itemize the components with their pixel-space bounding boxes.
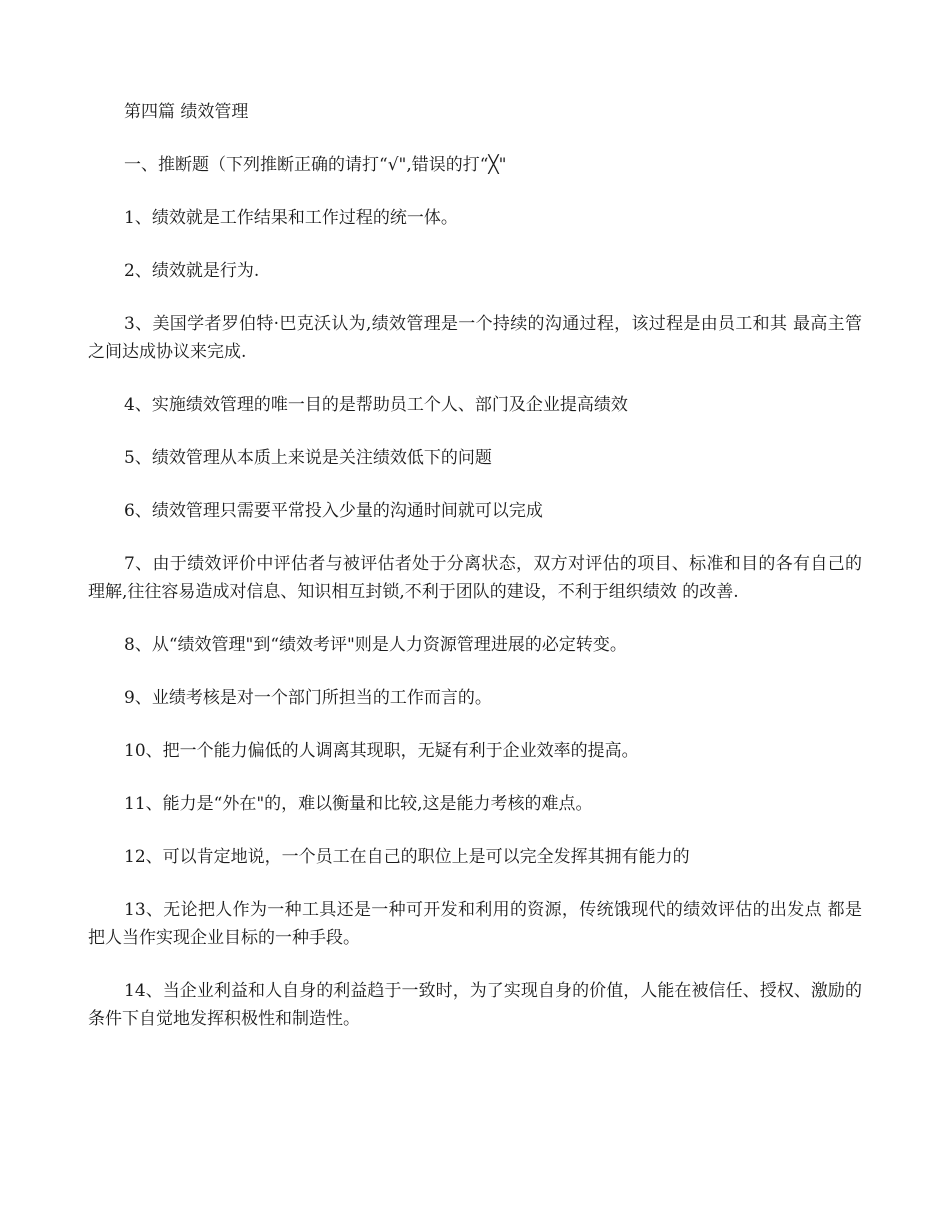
question-item-14: 14、当企业利益和人自身的利益趋于一致时，为了实现自身的价值，人能在被信任、授权、激励的条件下自觉地发挥积极性和制造性。 (88, 981, 862, 1029)
section-heading: 一、推断题（下列推断正确的请打“√",错误的打“╳" (124, 155, 507, 175)
question-item-12: 12、可以肯定地说，一个员工在自己的职位上是可以完全发挥其拥有能力的 (124, 847, 690, 867)
question-item-1: 1、绩效就是工作结果和工作过程的统一体。 (124, 208, 458, 228)
document-body (88, 98, 862, 1058)
question-item-9: 9、业绩考核是对一个部门所担当的工作而言的。 (124, 688, 492, 708)
question-item-8: 8、从“绩效管理"到“绩效考评"则是人力资源管理进展的必定转变。 (124, 635, 627, 655)
question-item-4: 4、实施绩效管理的唯一目的是帮助员工个人、部门及企业提高绩效 (124, 395, 628, 415)
chapter-title: 第四篇 绩效管理 (124, 102, 249, 122)
question-item-6: 6、绩效管理只需要平常投入少量的沟通时间就可以完成 (124, 501, 543, 521)
question-item-2: 2、绩效就是行为. (124, 261, 260, 281)
question-item-10: 10、把一个能力偏低的人调离其现职，无疑有利于企业效率的提高。 (124, 741, 639, 761)
question-item-11: 11、能力是“外在"的，难以衡量和比较,这是能力考核的难点。 (124, 794, 593, 814)
question-item-3: 3、美国学者罗伯特·巴克沃认为,绩效管理是一个持续的沟通过程，该过程是由员工和其 最高主管之间达成协议来完成. (88, 314, 862, 362)
question-item-13: 13、无论把人作为一种工具还是一种可开发和利用的资源，传统饿现代的绩效评估的出发点 都是把人当作实现企业目标的一种手段。 (88, 900, 862, 948)
question-item-7: 7、由于绩效评价中评估者与被评估者处于分离状态，双方对评估的项目、标准和目的各有自己的理解,往往容易造成对信息、知识相互封锁,不利于团队的建设，不利于组织绩效 的改善. (88, 554, 862, 602)
question-item-5: 5、绩效管理从本质上来说是关注绩效低下的问题 (124, 448, 492, 468)
